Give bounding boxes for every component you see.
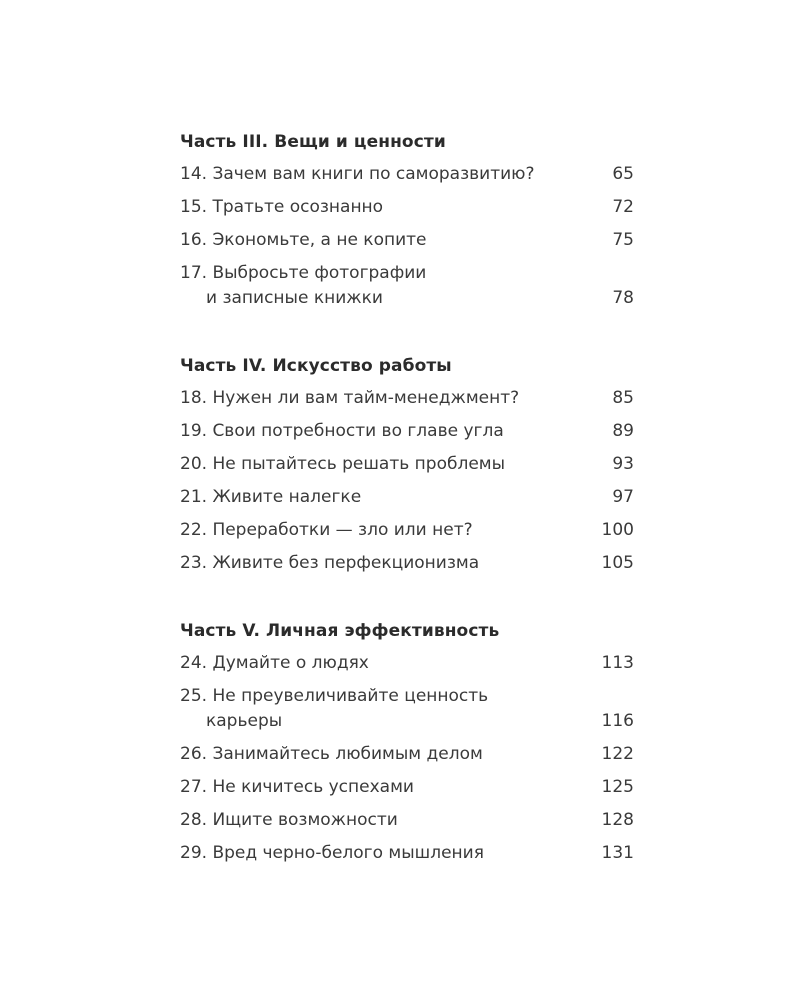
toc-entry[interactable] xyxy=(180,514,634,547)
entry-page-number: 75 xyxy=(612,230,634,250)
toc-entry[interactable] xyxy=(180,738,634,771)
entry-title xyxy=(180,452,584,481)
toc-entry[interactable] xyxy=(180,771,634,804)
entry-title-continuation: и записные книжки xyxy=(206,288,383,308)
entry-page-number: 97 xyxy=(612,487,634,507)
entry-page-number: 122 xyxy=(601,744,634,764)
entry-title xyxy=(180,228,584,257)
entry-title xyxy=(180,775,584,804)
entry-title-line: 19. Свои потребности во главе угла xyxy=(180,421,504,441)
entry-title-line: 22. Переработки — зло или нет? xyxy=(180,520,473,540)
entry-title xyxy=(180,419,584,448)
toc-part xyxy=(180,350,634,580)
entry-title-line: 28. Ищите возможности xyxy=(180,810,398,830)
entry-title-line: 25. Не преувеличивайте ценность xyxy=(180,686,489,706)
entry-title-line: 15. Тратьте осознанно xyxy=(180,197,384,217)
entry-title xyxy=(180,841,584,870)
entry-title xyxy=(180,651,584,680)
toc-entry[interactable] xyxy=(180,415,634,448)
entry-page-number: 93 xyxy=(612,454,634,474)
entry-page-number: 125 xyxy=(601,777,634,797)
entry-title-line: 24. Думайте о людях xyxy=(180,653,369,673)
entry-title-continuation: карьеры xyxy=(206,711,283,731)
entry-page-number: 85 xyxy=(612,388,634,408)
entry-title xyxy=(180,386,584,415)
entry-page-number: 128 xyxy=(601,810,634,830)
entry-title xyxy=(180,261,584,315)
toc-entry[interactable] xyxy=(180,647,634,680)
toc-entry[interactable] xyxy=(180,448,634,481)
table-of-contents xyxy=(180,126,634,905)
entry-title-line: 23. Живите без перфекционизма xyxy=(180,553,480,573)
entry-page-number: 116 xyxy=(601,711,634,731)
entry-title xyxy=(180,485,584,514)
entry-page-number: 65 xyxy=(612,164,634,184)
entry-title-line: 18. Нужен ли вам тайм-менеджмент? xyxy=(180,388,520,408)
part-title: Часть III. Вещи и ценности xyxy=(180,132,446,152)
entry-title-line: 29. Вред черно-белого мышления xyxy=(180,843,484,863)
entry-title-line: 14. Зачем вам книги по саморазвитию? xyxy=(180,164,535,184)
entry-page-number: 78 xyxy=(612,288,634,308)
toc-entry[interactable] xyxy=(180,547,634,580)
toc-entry[interactable] xyxy=(180,224,634,257)
entry-title-line: 16. Экономьте, а не копите xyxy=(180,230,427,250)
entry-title-line: 20. Не пытайтесь решать проблемы xyxy=(180,454,506,474)
toc-part xyxy=(180,615,634,870)
toc-entry[interactable] xyxy=(180,837,634,870)
entry-page-number: 100 xyxy=(601,520,634,540)
entry-title xyxy=(180,808,584,837)
entry-page-number: 89 xyxy=(612,421,634,441)
entry-title xyxy=(180,742,584,771)
entry-title-line: 26. Занимайтесь любимым делом xyxy=(180,744,483,764)
part-title: Часть V. Личная эффективность xyxy=(180,621,500,641)
entry-title xyxy=(180,195,584,224)
toc-entry[interactable] xyxy=(180,804,634,837)
entry-title-line: 21. Живите налегке xyxy=(180,487,362,507)
entry-title-line: 27. Не кичитесь успехами xyxy=(180,777,414,797)
toc-entry[interactable] xyxy=(180,257,634,315)
entry-title xyxy=(180,684,584,738)
toc-part xyxy=(180,126,634,315)
entry-title xyxy=(180,518,584,547)
entry-title-line: 17. Выбросьте фотографии xyxy=(180,263,427,283)
toc-entry[interactable] xyxy=(180,382,634,415)
entry-page-number: 113 xyxy=(601,653,634,673)
entry-title xyxy=(180,162,584,191)
toc-entry[interactable] xyxy=(180,481,634,514)
entry-title xyxy=(180,551,584,580)
toc-entry[interactable] xyxy=(180,158,634,191)
entry-page-number: 72 xyxy=(612,197,634,217)
toc-entry[interactable] xyxy=(180,191,634,224)
entry-page-number: 105 xyxy=(601,553,634,573)
toc-entry[interactable] xyxy=(180,680,634,738)
entry-page-number: 131 xyxy=(601,843,634,863)
part-title: Часть IV. Искусство работы xyxy=(180,356,452,376)
